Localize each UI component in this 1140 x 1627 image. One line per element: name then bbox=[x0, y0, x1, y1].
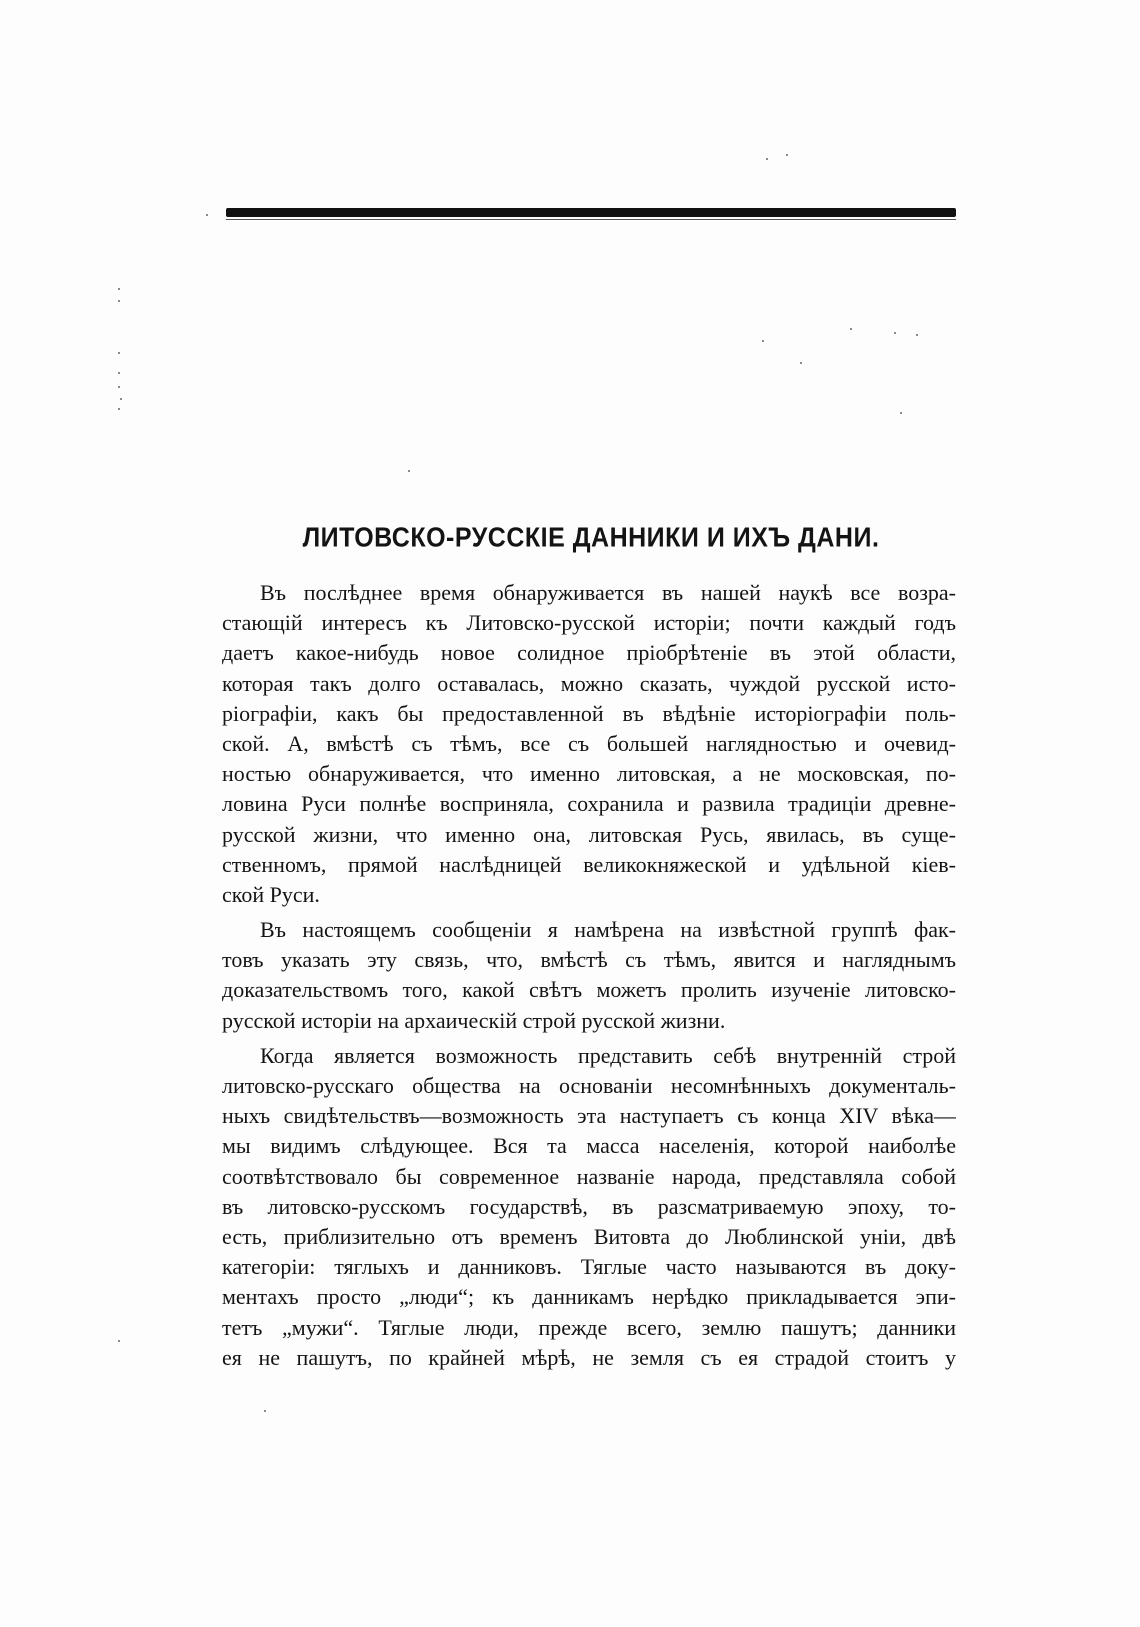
scan-speck bbox=[118, 288, 120, 290]
text-line: Въ настоящемъ сообщеніи я намѣрена на извѣстной группѣ фак- bbox=[260, 917, 956, 943]
text-line: даетъ какое-нибудь новое солидное пріобрѣтеніе въ этой области, bbox=[222, 640, 956, 666]
scan-speck bbox=[118, 352, 120, 354]
scan-speck bbox=[762, 340, 764, 342]
scan-speck bbox=[206, 214, 208, 216]
text-line: въ литовско-русскомъ государствѣ, въ разсматриваемую эпоху, то- bbox=[222, 1193, 956, 1219]
scan-speck bbox=[894, 332, 896, 334]
text-line: мы видимъ слѣдующее. Вся та масса населенія, которой наиболѣе bbox=[222, 1133, 956, 1159]
text-line: ской Руси. bbox=[222, 881, 320, 907]
text-line: соотвѣтствовало бы современное названіе народа, представляла собой bbox=[222, 1163, 956, 1189]
text-line: ностью обнаруживается, что именно литовская, а не московская, по- bbox=[222, 761, 956, 787]
header-rule bbox=[226, 208, 956, 217]
scan-speck bbox=[408, 470, 410, 472]
scan-speck bbox=[118, 372, 120, 374]
text-line: стающій интересъ къ Литовско-русской исторіи; почти каждый годъ bbox=[222, 610, 956, 636]
scan-speck bbox=[264, 1410, 266, 1412]
scan-speck bbox=[766, 158, 768, 160]
scan-speck bbox=[800, 362, 802, 364]
text-line: русской жизни, что именно она, литовская Русь, явилась, въ суще- bbox=[222, 821, 956, 847]
text-line: которая такъ долго оставалась, можно сказать, чуждой русской исто- bbox=[222, 670, 956, 696]
article-body bbox=[222, 578, 956, 1378]
scan-speck bbox=[786, 154, 788, 156]
text-line: ловина Руси полнѣе восприняла, сохранила и развила традиціи древне- bbox=[222, 791, 956, 817]
text-line: литовско-русскаго общества на основаніи несомнѣнныхъ документаль- bbox=[222, 1073, 956, 1098]
text-line: русской исторіи на архаическій строй русской жизни. bbox=[222, 1007, 726, 1033]
text-line: ріографіи, какъ бы предоставленной въ вѣдѣніе исторіографіи поль- bbox=[222, 700, 956, 726]
text-line: ментахъ просто „люди“; къ данникамъ нерѣдко прикладывается эпи- bbox=[222, 1284, 956, 1310]
scan-speck bbox=[118, 1340, 120, 1342]
scan-speck bbox=[120, 398, 122, 400]
text-line: доказательствомъ того, какой свѣтъ можетъ пролить изученіе литовско- bbox=[222, 977, 956, 1003]
scan-speck bbox=[118, 386, 120, 388]
text-line: ской. А, вмѣстѣ съ тѣмъ, все съ большей наглядностью и очевид- bbox=[222, 730, 956, 756]
scan-speck bbox=[916, 334, 918, 336]
paragraph-3 bbox=[222, 1041, 956, 1373]
text-line: тетъ „мужи“. Тяглые люди, прежде всего, землю пашутъ; данники bbox=[222, 1314, 956, 1340]
text-line: ственномъ, прямой наслѣдницей великокняжеской и удѣльной кіев- bbox=[222, 851, 956, 877]
article-title: ЛИТОВСКО-РУССКІЕ ДАННИКИ И ИХЪ ДАНИ. bbox=[302, 522, 880, 554]
text-line: Въ послѣднее время обнаруживается въ нашей наукѣ все возра- bbox=[260, 580, 956, 605]
text-line: товъ указать эту связь, что, вмѣстѣ съ тѣмъ, явится и нагляднымъ bbox=[222, 947, 956, 973]
text-line: категоріи: тяглыхъ и данниковъ. Тяглые часто называются въ доку- bbox=[222, 1254, 956, 1280]
paragraph-1 bbox=[222, 578, 956, 910]
scan-speck bbox=[118, 300, 120, 302]
scan-speck bbox=[900, 412, 902, 414]
header-rule-shadow bbox=[226, 219, 956, 220]
text-line: ея не пашутъ, по крайней мѣрѣ, не земля съ ея страдой стоитъ у bbox=[222, 1344, 956, 1370]
scan-speck bbox=[118, 408, 120, 410]
paragraph-2 bbox=[222, 915, 956, 1036]
text-line: есть, приблизительно отъ временъ Витовта до Люблинской уніи, двѣ bbox=[222, 1223, 956, 1249]
text-line: ныхъ свидѣтельствъ—возможность эта наступаетъ съ конца XIV вѣка— bbox=[222, 1103, 956, 1129]
scan-speck bbox=[850, 328, 852, 330]
text-line: Когда является возможность представить себѣ внутренній строй bbox=[260, 1042, 956, 1068]
